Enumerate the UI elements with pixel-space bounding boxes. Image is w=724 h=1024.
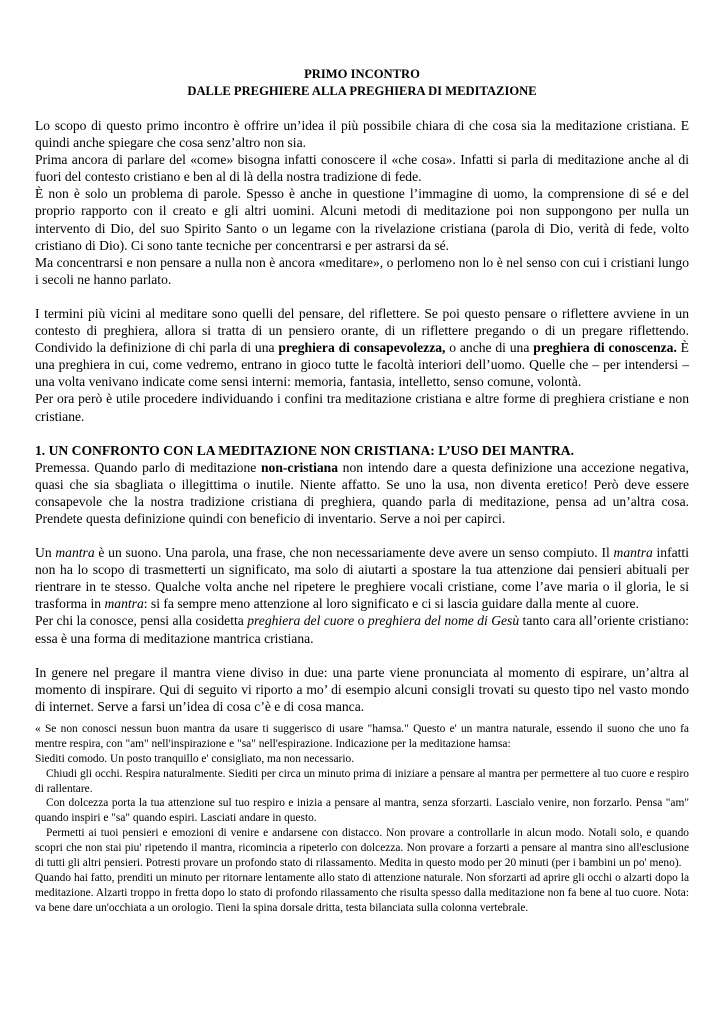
quote-paragraph-6: Quando hai fatto, prenditi un minuto per ritornare lentamente allo stato di attenzione naturale. Non sforzarti ad aprire gli occhi o alzarti dopo la meditazione. Alzarti troppo in fretta dopo lo stato di profondo rilassamento che risulta spesso dalla meditazione non fa bene al tuo cuore. Nota: va bene dare un'occhiata a un orologio. Tieni la spina dorsale dritta, testa bilanciata sulla colonna vertebrale.	[35, 871, 689, 914]
premessa-text-a: Premessa. Quando parlo di meditazione	[35, 459, 261, 475]
mantra-paragraph	[35, 544, 689, 612]
mantra-italic-1: mantra	[55, 545, 95, 561]
termini-text-e: È una preghiera in cui, come vedremo, entrano in gioco tutte le facoltà interiori dell’uomo. Quelle che – per intendersi – una volta venivano indicate come sensi interni: memoria, fantasia, intelletto, senso comune, volontà.	[35, 340, 689, 390]
premessa-bold-noncristiana: non-cristiana	[260, 459, 339, 475]
quote-paragraph-1: « Se non conosci nessun buon mantra da usare ti suggerisco di usare "hamsa." Questo e' un mantra naturale, essendo il suono che uno fa mentre respira, con "am" nell'inspirazione e "sa" nell'espirazione. Indicazione per la meditazione hamsa:	[35, 722, 689, 750]
intro-paragraph-2: Prima ancora di parlare del «come» bisogna infatti conoscere il «che cosa». Infatti si parla di meditazione anche al di fuori del contesto cristiano e ben al di là della nostra tradizione di fede.	[35, 152, 689, 185]
termini-text-c: o anche di una	[445, 340, 534, 356]
confini-paragraph: Per ora però è utile procedere individuando i confini tra meditazione cristiana e altre forme di preghiera cristiane e non cristiane.	[35, 391, 689, 424]
quote-paragraph-3: Chiudi gli occhi. Respira naturalmente. Siediti per circa un minuto prima di iniziare a pensare al mantra per permettere al tuo cuore e respiro di rallentare.	[35, 767, 689, 795]
termini-bold-conoscenza: preghiera di conoscenza.	[533, 340, 677, 356]
intro-paragraph-1: Lo scopo di questo primo incontro è offrire un’idea il più possibile chiara di che cosa sia la meditazione cristiana. E quindi anche spiegare che cosa senz’altro non sia.	[35, 118, 689, 151]
mantra-italic-3: mantra	[104, 596, 144, 612]
quote-paragraph-2: Siediti comodo. Un posto tranquillo e' consigliato, ma non necessario.	[35, 752, 355, 765]
termini-paragraph	[35, 305, 689, 390]
quote-paragraph-4: Con dolcezza porta la tua attenzione sul tuo respiro e inizia a pensare al mantra, senza sforzarti. Lascialo venire, non forzarlo. Pensa "am" quando inspiri e "sa" quando espiri. Lasciati andare in questo.	[35, 797, 689, 825]
cuore-text-a: Per chi la conosce, pensi alla cosidetta	[35, 613, 248, 629]
cuore-text-c: o	[354, 613, 368, 629]
termini-bold-consapevolezza: preghiera di consapevolezza,	[278, 340, 446, 356]
premessa-paragraph	[35, 459, 689, 527]
cuore-text-e: tanto cara all’oriente cristiano: essa è una forma di meditazione mantrica cristiana.	[35, 613, 690, 646]
termini-text-a: I termini più vicini al meditare sono quelli del pensare, del riflettere. Se poi questo pensare o riflettere avviene in un contesto di preghiera, allora si tratta di un pensiero orante, di un riflettere pregando o di un pregare riflettendo. Condivido la definizione di chi parla di una	[35, 305, 689, 356]
intro-paragraph-4: Ma concentrarsi e non pensare a nulla non è ancora «meditare», o perlomeno non lo è nel senso con cui i cristiani lungo i secoli ne hanno parlato.	[35, 254, 689, 287]
mantra-text-c: è un suono. Una parola, una frase, che non necessariamente deve avere un senso compiuto. Il	[94, 545, 614, 561]
mantra-italic-2: mantra	[613, 545, 653, 561]
preghiera-cuore-paragraph	[35, 612, 689, 646]
quote-paragraph-5: Permetti ai tuoi pensieri e emozioni di venire e andarsene con distacco. Non provare a controllarle in alcun modo. Notali solo, e quando scopri che non stai piu' ripetendo il mantra, ricomincia a ripeterlo con dolcezza. Non provare a forzarti a pensare al mantra sino all'esclusione di tutti gli altri pensieri. Potresti provare un profondo stato di rilassamento. Medita in questo modo per 20 minuti (per i bambini un po' meno).	[35, 827, 689, 870]
cuore-italic-nome-gesu: preghiera del nome di Gesù	[367, 613, 520, 629]
mantra-text-a: Un	[35, 545, 56, 561]
document-title-line1: PRIMO INCONTRO	[304, 67, 420, 81]
hamsa-quote-block	[35, 722, 689, 916]
document-page	[35, 66, 689, 916]
cuore-italic-preghiera-cuore: preghiera del cuore	[247, 613, 355, 629]
section-1-heading: 1. UN CONFRONTO CON LA MEDITAZIONE NON CRISTIANA: L’USO DEI MANTRA.	[35, 442, 575, 458]
mantra-text-e: infatti non ha lo scopo di trasmetterti un significato, ma solo di aiutarti a spostare la tua attenzione dai pensieri abituali per rientrare in te stesso. Qualche volta anche nel ripetere le preghiere vocali cristiane, come l’ave maria o il gloria, le si trasforma in	[35, 545, 689, 612]
premessa-text-c: non intendo dare a questa definizione una accezione negativa, quasi che sia sbagliata o illegittima o inutile. Niente affatto. Se uno la usa, non diventa eretico! Però deve essere consapevole che la nostra tradizione cristiana di preghiera, quando parla di meditazione, pensa ad un’altra cosa. Prendete questa definizione quindi con beneficio di inventario. Serve a noi per capirci.	[35, 459, 689, 526]
mantra-text-g: : si fa sempre meno attenzione al loro significato e ci si lascia guidare dalla mente al cuore.	[143, 596, 639, 612]
genere-paragraph: In genere nel pregare il mantra viene diviso in due: una parte viene pronunciata al momento di espirare, un’altra al momento di inspirare. Qui di seguito vi riporto a mo’ di esempio alcuni consigli trovati su questo tipo nel vasto mondo di internet. Serve a farsi un’idea di cosa c’è e di cosa manca.	[35, 664, 689, 714]
document-title-line2: DALLE PREGHIERE ALLA PREGHIERA DI MEDITAZIONE	[187, 84, 537, 98]
intro-paragraph-3: È non è solo un problema di parole. Spesso è anche in questione l’immagine di uomo, la comprensione di sé e del proprio rapporto con il creato e gli altri uomini. Alcuni metodi di meditazione poi non suppongono per nulla un intervento di Dio, del suo Spirito Santo o un legame con la rivelazione cristiana (parola di Dio, verità di fede, volto cristiano di Dio). Ci sono tante tecniche per concentrarsi e per astrarsi da sé.	[35, 186, 689, 253]
